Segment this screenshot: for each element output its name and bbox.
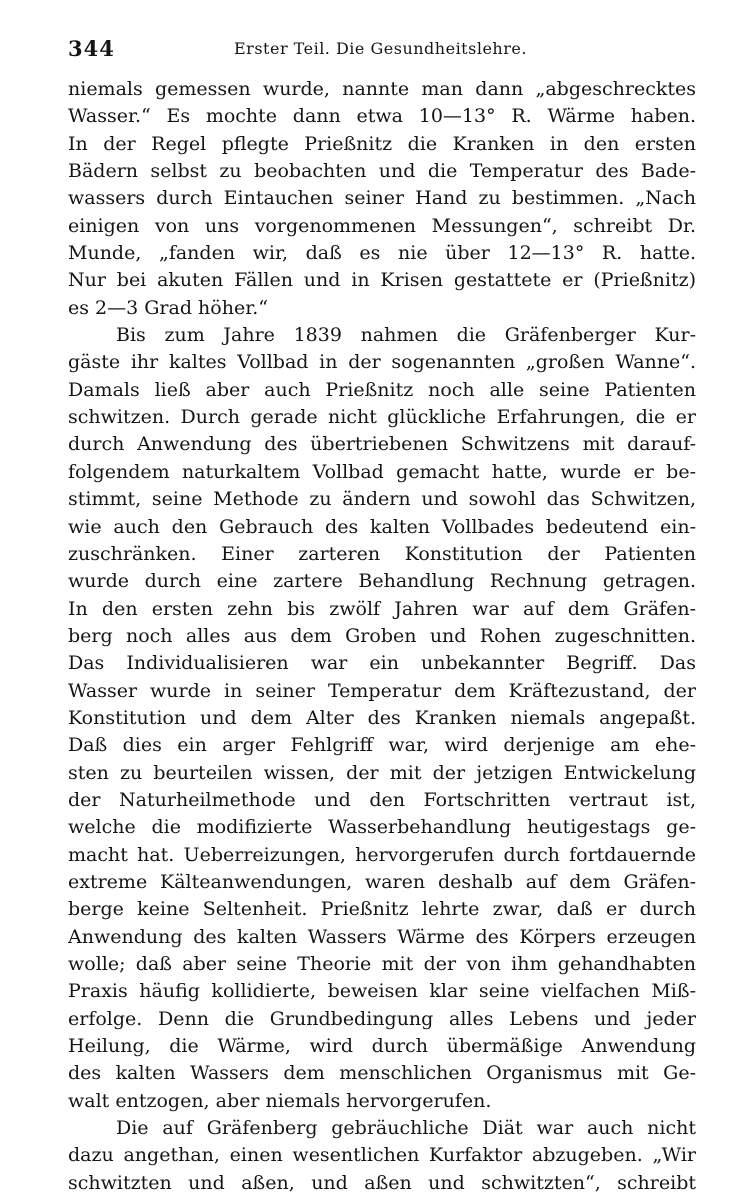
text-line: Nur bei akuten Fällen und in Krisen gestattete er (Prießnitz) bbox=[68, 269, 696, 292]
text-line: wassers durch Eintauchen seiner Hand zu bestimmen. „Nach bbox=[68, 187, 696, 210]
body-text bbox=[68, 76, 696, 1197]
paragraph-start-line: Bis zum Jahre 1839 nahmen die Gräfenberger Kur- bbox=[116, 324, 696, 347]
text-line: Wasser wurde in seiner Temperatur dem Kräftezustand, der bbox=[68, 679, 696, 702]
page-header bbox=[68, 36, 696, 60]
text-line: niemals gemessen wurde, nannte man dann „abgeschrecktes bbox=[68, 78, 696, 100]
text-line: gäste ihr kaltes Vollbad in der sogenannten „großen Wanne“. bbox=[68, 351, 696, 374]
text-line: In den ersten zehn bis zwölf Jahren war auf dem Gräfen- bbox=[68, 597, 696, 620]
text-line: Munde, „fanden wir, daß es nie über 12—13° R. hatte. bbox=[68, 242, 696, 265]
text-line: Bädern selbst zu beobachten und die Temperatur des Bade- bbox=[68, 160, 696, 183]
text-line: einigen von uns vorgenommenen Messungen“, schreibt Dr. bbox=[68, 214, 696, 237]
page-number: 344 bbox=[68, 36, 115, 61]
text-line: macht hat. Ueberreizungen, hervorgerufen durch fortdauernde bbox=[68, 843, 696, 866]
text-line: Praxis häufig kollidierte, beweisen klar seine vielfachen Miß- bbox=[68, 980, 696, 1003]
text-line: der Naturheilmethode und den Fortschritten vertraut ist, bbox=[68, 788, 696, 811]
text-line: wie auch den Gebrauch des kalten Vollbades bedeutend ein- bbox=[68, 515, 696, 538]
text-line: In der Regel pflegte Prießnitz die Kranken in den ersten bbox=[68, 132, 696, 155]
text-line: wolle; daß aber seine Theorie mit der von ihm gehandhabten bbox=[68, 953, 696, 975]
paragraph-start-line: Die auf Gräfenberg gebräuchliche Diät war auch nicht bbox=[116, 1117, 696, 1140]
text-line: welche die modifizierte Wasserbehandlung heutigestags ge- bbox=[68, 816, 696, 839]
text-line: Damals ließ aber auch Prießnitz noch alle seine Patienten bbox=[68, 378, 696, 401]
running-title: Erster Teil. Die Gesundheitslehre. bbox=[234, 39, 527, 58]
paragraph-end-line: es 2—3 Grad höher.“ bbox=[68, 296, 268, 319]
text-line: erfolge. Denn die Grundbedingung alles Lebens und jeder bbox=[68, 1007, 696, 1030]
text-line: Heilung, die Wärme, wird durch übermäßige Anwendung bbox=[68, 1035, 696, 1058]
text-line: Das Individualisieren war ein unbekannter Begriff. Das bbox=[68, 652, 696, 675]
text-line: sten zu beurteilen wissen, der mit der jetzigen Entwickelung bbox=[68, 761, 696, 784]
text-line: Wasser.“ Es mochte dann etwa 10—13° R. Wärme haben. bbox=[68, 105, 696, 128]
text-line: zuschränken. Einer zarteren Konstitution der Patienten bbox=[68, 542, 696, 565]
text-line: schwitzten und aßen, und aßen und schwitzten“, schreibt bbox=[68, 1171, 696, 1194]
text-line: Daß dies ein arger Fehlgriff war, wird derjenige am ehe- bbox=[68, 734, 696, 757]
text-line: wurde durch eine zartere Behandlung Rechnung getragen. bbox=[68, 570, 696, 593]
text-line: des kalten Wassers dem menschlichen Organismus mit Ge- bbox=[68, 1062, 696, 1085]
text-line: berge keine Seltenheit. Prießnitz lehrte zwar, daß er durch bbox=[68, 898, 696, 921]
text-line: berg noch alles aus dem Groben und Rohen zugeschnitten. bbox=[68, 624, 696, 647]
text-line: durch Anwendung des übertriebenen Schwitzens mit darauf- bbox=[68, 433, 696, 456]
text-line: dazu angethan, einen wesentlichen Kurfaktor abzugeben. „Wir bbox=[68, 1144, 696, 1167]
text-line: stimmt, seine Methode zu ändern und sowohl das Schwitzen, bbox=[68, 488, 696, 511]
text-line: Konstitution und dem Alter des Kranken niemals angepaßt. bbox=[68, 706, 696, 729]
text-line: extreme Kälteanwendungen, waren deshalb auf dem Gräfen- bbox=[68, 870, 696, 893]
text-line: Anwendung des kalten Wassers Wärme des Körpers erzeugen bbox=[68, 925, 696, 948]
text-line: folgendem naturkaltem Vollbad gemacht hatte, wurde er be- bbox=[68, 460, 696, 483]
text-line: schwitzen. Durch gerade nicht glückliche Erfahrungen, die er bbox=[68, 406, 696, 429]
paragraph-end-line: walt entzogen, aber niemals hervorgerufen. bbox=[68, 1089, 492, 1112]
